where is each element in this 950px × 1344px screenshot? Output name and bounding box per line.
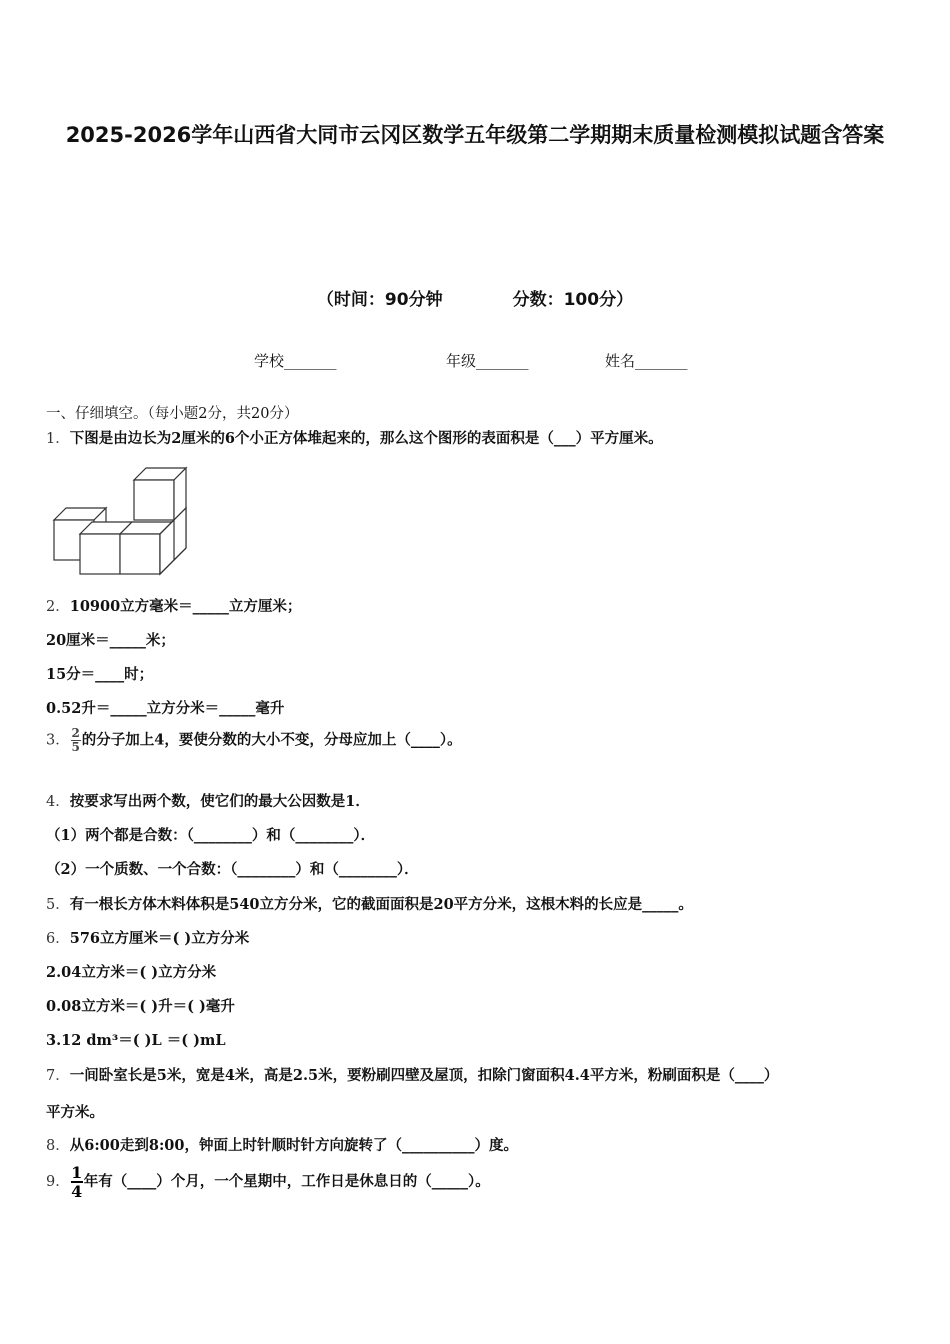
question-text: 10900立方毫米＝_____立方厘米； [69, 598, 302, 615]
question-text: 的分子加上4，要使分数的大小不变，分母应加上（____）。 [81, 731, 462, 749]
grade-field[interactable]: 年级_______ [446, 352, 529, 370]
question-4-part-1: （1）两个都是合数：（________）和（________）． [46, 827, 376, 844]
document-title: 2025-2026学年山西省大同市云冈区数学五年级第二学期期末质量检测模拟试题含答案 [65, 123, 885, 147]
question-5 [46, 893, 693, 914]
name-field[interactable]: 姓名_______ [605, 352, 688, 370]
question-number: 7． [46, 1068, 70, 1084]
question-number: 5． [46, 897, 70, 913]
question-text: 下图是由边长为2厘米的6个小正方体堆起来的，那么这个图形的表面积是（___）平方厘米。 [69, 430, 663, 447]
question-6-line-3: 0.08立方米＝( )升＝( )毫升 [46, 998, 235, 1015]
fraction-one-quarter: $\frac{1}{4}$ [71, 1163, 83, 1201]
question-number: 6． [46, 931, 70, 947]
question-7-continued: 平方米。 [46, 1104, 104, 1121]
question-text: 有一根长方体木料体积是540立方分米，它的截面面积是20平方分米，这根木料的长应是_____。 [69, 896, 693, 913]
question-number: 9． [46, 1174, 70, 1190]
question-number: 3． [46, 732, 70, 749]
question-4-part-2: （2）一个质数、一个合数：（________）和（________）． [46, 861, 419, 878]
question-text: 按要求写出两个数，使它们的最大公因数是1． [69, 793, 370, 810]
question-number: 2． [46, 599, 70, 615]
question-text: 年有（____）个月，一个星期中，工作日是休息日的（_____）。 [83, 1173, 490, 1190]
question-text: 从6:00走到8:00，钟面上时针顺时针方向旋转了（__________）度。 [69, 1137, 518, 1154]
cube-face [80, 534, 120, 574]
cube-stack-figure [50, 466, 190, 578]
section-heading: 一、仔细填空。（每小题2分，共20分） [46, 406, 299, 422]
question-9 [46, 1164, 490, 1200]
question-2-line-1 [46, 595, 301, 616]
school-field[interactable]: 学校_______ [254, 352, 337, 370]
question-2-line-3: 15分＝____时； [46, 666, 154, 683]
question-6-line-4: 3.12 dm³＝( )L ＝( )mL [46, 1032, 226, 1049]
question-number: 1． [46, 431, 70, 447]
exam-meta [0, 285, 950, 310]
question-6-line-1 [46, 927, 249, 948]
question-text: 一间卧室长是5米，宽是4米，高是2.5米，要粉刷四壁及屋顶，扣除门窗面积4.4平方米，粉刷面积是（____） [69, 1067, 779, 1084]
question-2-line-4: 0.52升＝_____立方分米＝_____毫升 [46, 700, 285, 717]
question-4 [46, 790, 370, 811]
cube-face [120, 534, 160, 574]
question-7 [46, 1064, 778, 1085]
exam-time: （时间：90分钟 [316, 290, 443, 310]
fraction-two-fifths: $\frac{2}{5}$ [71, 726, 80, 754]
question-8 [46, 1134, 518, 1155]
question-text: 576立方厘米＝( )立方分米 [69, 930, 250, 947]
question-number: 8． [46, 1138, 70, 1154]
question-1 [46, 427, 663, 448]
cube-face [134, 480, 174, 520]
question-2-line-2: 20厘米＝_____米； [46, 632, 175, 649]
question-3 [46, 727, 462, 754]
question-6-line-2: 2.04立方米＝( )立方分米 [46, 964, 217, 981]
exam-score: 分数：100分） [512, 290, 634, 310]
question-number: 4． [46, 794, 70, 810]
